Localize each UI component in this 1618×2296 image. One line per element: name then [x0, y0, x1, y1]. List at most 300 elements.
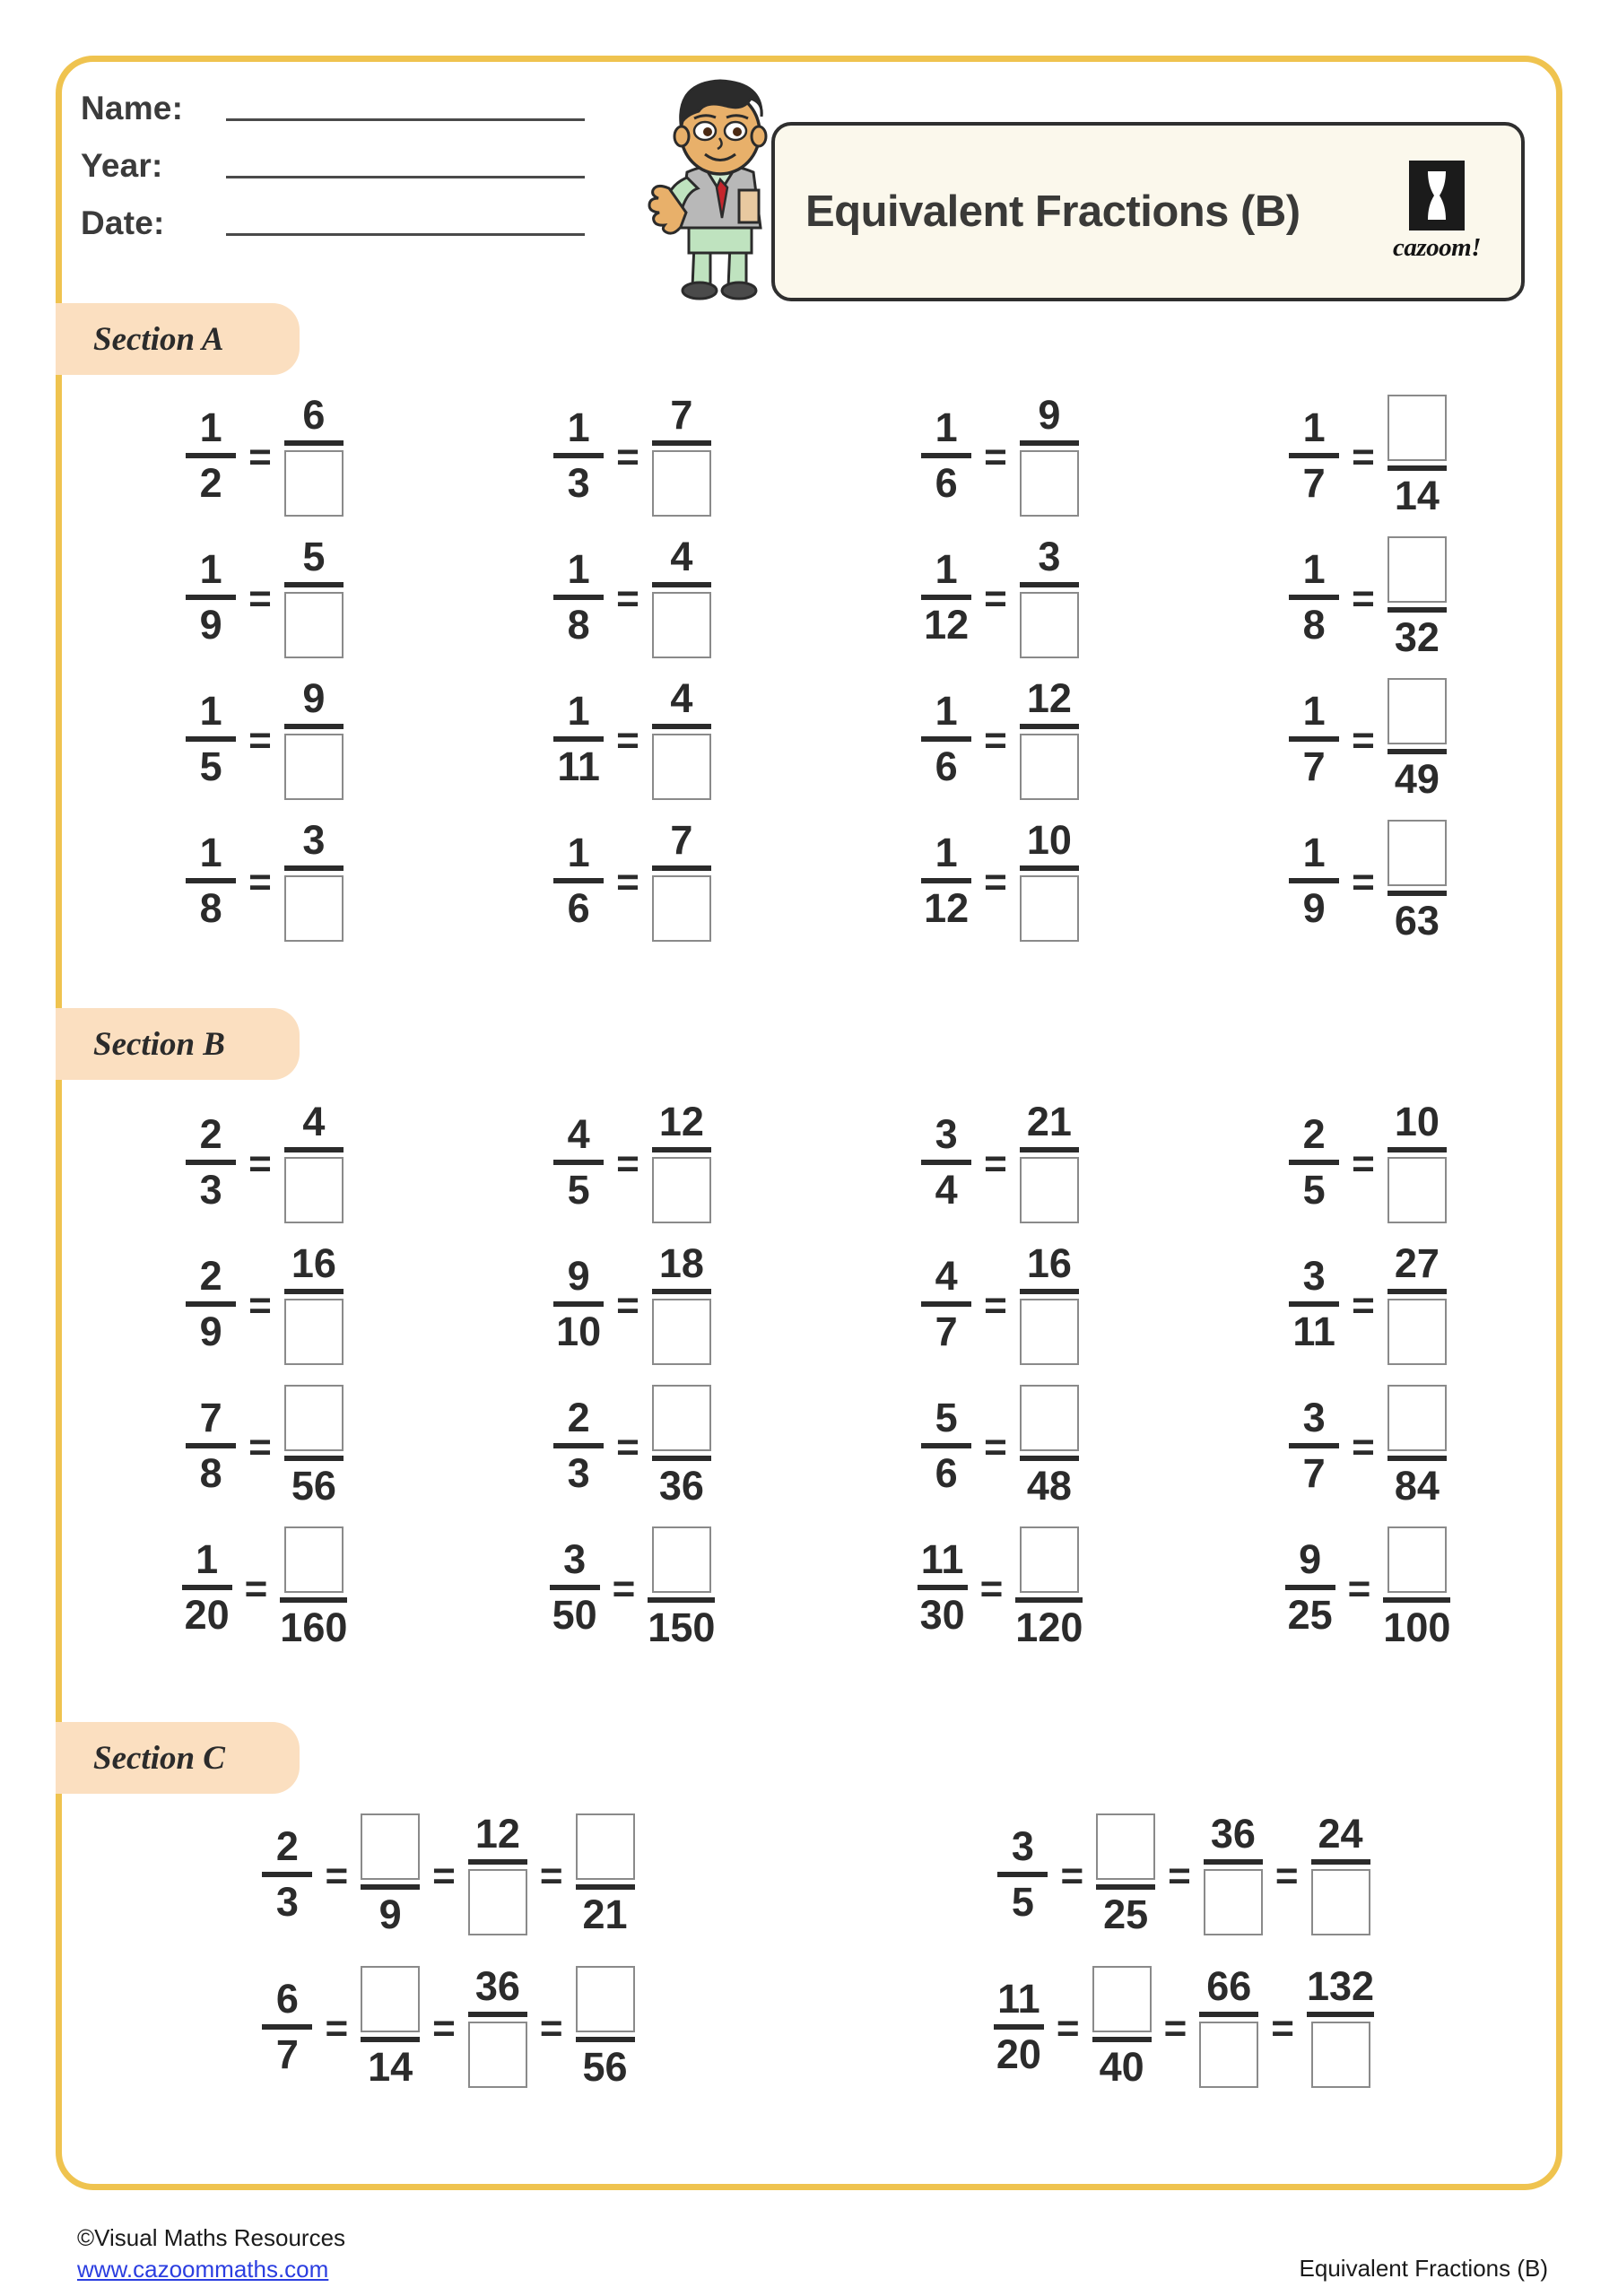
section-a-q6-right-fraction-fraction-bar — [652, 582, 711, 587]
section-a-q12-equals-sign: = — [1352, 718, 1375, 762]
section-a-q9-right-fraction — [284, 674, 344, 800]
cazoom-logo-icon — [1383, 161, 1491, 263]
section-c-q2-fraction-3 — [1204, 1813, 1263, 1935]
section-b-q15-equals-sign: = — [979, 1566, 1004, 1611]
section-b-q2-left-fraction-denominator: 5 — [567, 1166, 590, 1213]
section-a-q11-left-fraction-fraction-bar — [921, 736, 971, 742]
section-c-q2-fraction-3-denominator-answer-box[interactable] — [1204, 1869, 1263, 1935]
section-b-q8-left-fraction-fraction-bar — [1289, 1301, 1339, 1307]
section-a-q5-left-fraction-numerator: 1 — [199, 545, 222, 592]
section-c-q4-equals-sign-3: = — [1271, 2005, 1294, 2050]
section-b-q3-left-fraction-numerator: 3 — [935, 1111, 958, 1158]
section-b-q11 — [816, 1385, 1184, 1507]
section-c-q1 — [81, 1813, 816, 1935]
section-a-q12-left-fraction-numerator: 1 — [1302, 687, 1326, 734]
section-a-q2-right-fraction — [652, 392, 711, 517]
section-c-q2-equals-sign-2: = — [1168, 1853, 1191, 1898]
section-b-q5 — [81, 1239, 448, 1365]
section-c-q4-equals-sign-1: = — [1056, 2005, 1080, 2050]
section-c-q4-fraction-1-fraction-bar — [994, 2024, 1044, 2030]
section-b-q4-left-fraction-numerator: 2 — [1302, 1111, 1326, 1158]
section-a-q16-equation — [1289, 820, 1447, 942]
section-c-q1-fraction-3-numerator: 12 — [474, 1811, 520, 1857]
section-b-q14-equation — [550, 1526, 716, 1648]
section-a-q15-left-fraction-denominator: 12 — [924, 884, 970, 931]
section-a-q7-right-fraction-fraction-bar — [1020, 582, 1079, 587]
section-c-problems — [81, 1813, 1552, 2118]
section-b-q2-equals-sign: = — [616, 1141, 639, 1186]
section-c-q3-fraction-2-numerator-answer-box[interactable] — [361, 1966, 420, 2032]
section-b-q4-left-fraction-fraction-bar — [1289, 1160, 1339, 1165]
section-b-q13-equals-sign: = — [244, 1566, 268, 1611]
section-a-q1-right-fraction-denominator-answer-box[interactable] — [284, 450, 344, 517]
section-b-q5-right-fraction-denominator-answer-box[interactable] — [284, 1299, 344, 1365]
section-a-q3-equation — [921, 392, 1079, 517]
section-c-q3-fraction-1-fraction-bar — [262, 2024, 312, 2030]
section-a-q1-left-fraction-denominator: 2 — [199, 459, 222, 506]
section-b-q7 — [816, 1239, 1184, 1365]
section-b-q14-right-fraction-numerator-answer-box[interactable] — [652, 1526, 711, 1593]
section-b-q5-right-fraction-numerator: 16 — [291, 1239, 336, 1286]
section-c-q3-fraction-3-fraction-bar — [468, 2012, 527, 2017]
section-b-q16-equals-sign: = — [1347, 1566, 1371, 1611]
section-b-q7-right-fraction-fraction-bar — [1020, 1289, 1079, 1294]
section-a-q3-right-fraction-denominator-answer-box[interactable] — [1020, 450, 1079, 517]
section-b-q3-equals-sign: = — [984, 1141, 1007, 1186]
section-a-header — [56, 303, 300, 375]
section-c-q1-fraction-2-fraction-bar — [361, 1884, 420, 1890]
section-b-q4-equation — [1289, 1101, 1447, 1223]
section-a-q3-equals-sign: = — [984, 434, 1007, 479]
section-b-q9-left-fraction-fraction-bar — [186, 1443, 236, 1448]
section-a-q7-left-fraction-numerator: 1 — [935, 545, 958, 592]
section-b-q5-left-fraction-numerator: 2 — [199, 1252, 222, 1299]
section-b-q11-equals-sign: = — [984, 1424, 1007, 1469]
section-a-q16 — [1184, 820, 1552, 942]
section-c-q2-fraction-1-fraction-bar — [997, 1872, 1048, 1877]
section-b-q15-left-fraction — [918, 1535, 968, 1638]
section-a-q11-right-fraction-denominator-answer-box[interactable] — [1020, 734, 1079, 800]
section-a-q8-right-fraction-fraction-bar — [1387, 607, 1447, 613]
section-c-q1-equals-sign-2: = — [432, 1853, 456, 1898]
section-b-q7-left-fraction-numerator: 4 — [935, 1252, 958, 1299]
section-b-label: Section B — [93, 1025, 225, 1063]
section-b-q8-equation — [1289, 1239, 1447, 1365]
section-b-q14-left-fraction-fraction-bar — [550, 1585, 600, 1590]
section-b-q16-left-fraction-denominator: 25 — [1287, 1591, 1333, 1638]
section-c-q4-fraction-1-denominator: 20 — [996, 2031, 1041, 2077]
section-b-q8-left-fraction — [1289, 1252, 1339, 1354]
section-a-q12-right-fraction-denominator: 49 — [1394, 755, 1440, 802]
section-b-q7-right-fraction-denominator-answer-box[interactable] — [1020, 1299, 1079, 1365]
section-b-q9-left-fraction — [186, 1394, 236, 1496]
section-a-q13-equals-sign: = — [248, 859, 272, 904]
cazoom-logo-wordmark: cazoom! — [1393, 233, 1481, 262]
section-c-q3-equals-sign-3: = — [539, 2005, 563, 2050]
section-a-q10-right-fraction-numerator: 4 — [670, 674, 693, 721]
section-a-q6 — [448, 533, 816, 658]
section-a-row — [81, 533, 1552, 660]
section-b-q16-equation — [1285, 1526, 1451, 1648]
section-c-q2-fraction-4-denominator-answer-box[interactable] — [1311, 1869, 1370, 1935]
section-b-q6-right-fraction-numerator: 18 — [658, 1239, 704, 1286]
section-a-q15-left-fraction-numerator: 1 — [935, 829, 958, 875]
section-c-q3-fraction-2-fraction-bar — [361, 2037, 420, 2042]
section-c-q4-fraction-2-numerator-answer-box[interactable] — [1092, 1966, 1152, 2032]
section-c-q4-fraction-3 — [1199, 1962, 1258, 2088]
section-a-q14 — [448, 816, 816, 942]
section-a-q14-right-fraction-numerator: 7 — [670, 816, 693, 863]
section-a-row — [81, 816, 1552, 944]
section-c-q3-fraction-4-denominator: 56 — [582, 2043, 628, 2090]
section-a-q13-equation — [186, 816, 344, 942]
section-b-q9-equals-sign: = — [248, 1424, 272, 1469]
section-c-q4-equation — [994, 1962, 1375, 2090]
section-c-q4-fraction-4 — [1307, 1962, 1375, 2088]
section-b-q15-left-fraction-fraction-bar — [918, 1585, 968, 1590]
section-a-q12-right-fraction-fraction-bar — [1387, 749, 1447, 754]
section-a-q4-right-fraction-numerator-answer-box[interactable] — [1387, 395, 1447, 461]
section-a-q10-equation — [553, 674, 711, 800]
section-a-q2-right-fraction-denominator-answer-box[interactable] — [652, 450, 711, 517]
section-b-q3-right-fraction-denominator-answer-box[interactable] — [1020, 1157, 1079, 1223]
section-a-q16-equals-sign: = — [1352, 859, 1375, 904]
section-b-q4-right-fraction-numerator: 10 — [1394, 1099, 1440, 1144]
section-c-q3-fraction-4-numerator-answer-box[interactable] — [576, 1966, 635, 2032]
section-c-q4-fraction-2-denominator: 40 — [1099, 2043, 1144, 2090]
section-c-q1-fraction-4-fraction-bar — [576, 1884, 635, 1890]
section-c-q1-fraction-4-numerator-answer-box[interactable] — [576, 1813, 635, 1880]
section-b-q8-equals-sign: = — [1352, 1283, 1375, 1327]
section-c-q2-fraction-1 — [997, 1823, 1048, 1925]
footer-worksheet-label: Equivalent Fractions (B) — [1299, 2255, 1548, 2282]
section-b-q2-left-fraction-fraction-bar — [553, 1160, 604, 1165]
section-a-q16-right-fraction-numerator-answer-box[interactable] — [1387, 820, 1447, 886]
section-b-q7-left-fraction-denominator: 7 — [935, 1308, 958, 1354]
section-c-q1-fraction-2-denominator: 9 — [378, 1892, 402, 1937]
section-c-q4-fraction-4-denominator-answer-box[interactable] — [1311, 2022, 1370, 2088]
section-a-q2-left-fraction-denominator: 3 — [567, 459, 590, 506]
section-a-q14-left-fraction-numerator: 1 — [567, 829, 590, 875]
section-a-q4-right-fraction-denominator: 14 — [1394, 473, 1440, 518]
section-b-q12-left-fraction-fraction-bar — [1289, 1443, 1339, 1448]
section-c-q2-fraction-2-denominator: 25 — [1103, 1892, 1149, 1937]
section-a-q10-right-fraction-denominator-answer-box[interactable] — [652, 734, 711, 800]
section-a-q13-left-fraction-fraction-bar — [186, 878, 236, 883]
section-a-q15-right-fraction-denominator-answer-box[interactable] — [1020, 875, 1079, 942]
section-a-q4 — [1184, 395, 1552, 517]
section-b-q15-right-fraction — [1015, 1526, 1083, 1648]
section-b-q15-left-fraction-denominator: 30 — [919, 1591, 965, 1638]
section-b-q11-right-fraction-fraction-bar — [1020, 1456, 1079, 1461]
section-a-q4-right-fraction-fraction-bar — [1387, 465, 1447, 471]
section-a-q5-right-fraction-denominator-answer-box[interactable] — [284, 592, 344, 658]
section-b-q1-right-fraction-denominator-answer-box[interactable] — [284, 1157, 344, 1223]
section-a-q7 — [816, 533, 1184, 658]
section-b-row — [81, 1385, 1552, 1507]
section-b-q12-right-fraction-numerator-answer-box[interactable] — [1387, 1385, 1447, 1451]
section-a-q11 — [816, 674, 1184, 800]
section-c-q3-fraction-2 — [361, 1966, 420, 2088]
section-b-q4-right-fraction-denominator-answer-box[interactable] — [1387, 1157, 1447, 1223]
section-c-q1-fraction-1-numerator: 2 — [275, 1823, 299, 1870]
section-b-q15-right-fraction-numerator-answer-box[interactable] — [1020, 1526, 1079, 1593]
section-a-q16-left-fraction-numerator: 1 — [1302, 829, 1326, 875]
section-b-q12-right-fraction-fraction-bar — [1387, 1456, 1447, 1461]
section-a-q7-right-fraction — [1020, 533, 1079, 658]
section-b-q2 — [448, 1101, 816, 1223]
section-b-q6-right-fraction-fraction-bar — [652, 1289, 711, 1294]
section-b-q2-right-fraction-denominator-answer-box[interactable] — [652, 1157, 711, 1223]
section-b-q3-right-fraction — [1020, 1101, 1079, 1223]
section-b-q3-equation — [921, 1101, 1079, 1223]
section-c-q1-fraction-3 — [468, 1813, 527, 1935]
section-b-q16-right-fraction-fraction-bar — [1383, 1597, 1450, 1603]
section-a-q9-left-fraction — [186, 687, 236, 789]
section-a-q3-left-fraction-fraction-bar — [921, 453, 971, 458]
section-b-q5-left-fraction-denominator: 9 — [199, 1308, 222, 1354]
section-a-q13 — [81, 816, 448, 942]
section-a-q2-equation — [553, 392, 711, 517]
section-a-q9 — [81, 674, 448, 800]
section-a-q5-left-fraction-fraction-bar — [186, 595, 236, 600]
section-c-q2-equation — [997, 1813, 1370, 1935]
section-c-q2-fraction-2-numerator-answer-box[interactable] — [1096, 1813, 1155, 1880]
section-b-q6-right-fraction-denominator-answer-box[interactable] — [652, 1299, 711, 1365]
section-b-q13-right-fraction-denominator: 160 — [280, 1604, 348, 1650]
section-a-q6-right-fraction-denominator-answer-box[interactable] — [652, 592, 711, 658]
section-a-q15-left-fraction — [921, 829, 971, 931]
section-a-q5-left-fraction-denominator: 9 — [199, 601, 222, 648]
section-b-q14 — [448, 1526, 816, 1648]
section-b-q10-left-fraction-denominator: 3 — [567, 1449, 590, 1496]
section-b-q10-right-fraction — [652, 1385, 711, 1507]
section-b-q11-left-fraction — [921, 1394, 971, 1496]
section-c-q2-fraction-4-fraction-bar — [1311, 1859, 1370, 1865]
section-c-q1-fraction-2 — [361, 1813, 420, 1935]
section-a-q12-right-fraction — [1387, 678, 1447, 800]
section-c-q3-equals-sign-1: = — [325, 2005, 349, 2050]
section-a-q13-right-fraction-fraction-bar — [284, 865, 344, 871]
section-b-q16-right-fraction-denominator: 100 — [1383, 1604, 1451, 1650]
section-b-q16-left-fraction — [1285, 1535, 1335, 1638]
section-c-q3-fraction-1 — [262, 1975, 312, 2077]
section-a-q3 — [816, 392, 1184, 517]
date-field-label: Date: — [81, 204, 165, 241]
section-b-q4-right-fraction-fraction-bar — [1387, 1147, 1447, 1152]
section-b-q13-right-fraction-numerator-answer-box[interactable] — [284, 1526, 344, 1593]
section-b-q2-equation — [553, 1101, 711, 1223]
section-b-q5-left-fraction-fraction-bar — [186, 1301, 236, 1307]
section-c-label: Section C — [93, 1739, 225, 1777]
section-a-q1-left-fraction-numerator: 1 — [199, 404, 222, 451]
section-b-q1 — [81, 1101, 448, 1223]
section-b-q10-left-fraction-fraction-bar — [553, 1443, 604, 1448]
section-c-q1-fraction-1-fraction-bar — [262, 1872, 312, 1877]
section-a-q9-equation — [186, 674, 344, 800]
section-a-q11-right-fraction — [1020, 674, 1079, 800]
section-c-q2-fraction-4 — [1311, 1813, 1370, 1935]
section-b-q10-right-fraction-denominator: 36 — [658, 1462, 704, 1509]
section-a-q5-right-fraction-fraction-bar — [284, 582, 344, 587]
section-b-q5-right-fraction — [284, 1239, 344, 1365]
section-b-q10-left-fraction — [553, 1394, 604, 1496]
section-c-q1-fraction-2-numerator-answer-box[interactable] — [361, 1813, 420, 1880]
section-c-q3-equals-sign-2: = — [432, 2005, 456, 2050]
section-a-q15-right-fraction-fraction-bar — [1020, 865, 1079, 871]
section-a-q16-right-fraction — [1387, 820, 1447, 942]
section-a-q7-right-fraction-denominator-answer-box[interactable] — [1020, 592, 1079, 658]
section-b-q8-right-fraction-denominator-answer-box[interactable] — [1387, 1299, 1447, 1365]
section-c-q3-fraction-3-denominator-answer-box[interactable] — [468, 2022, 527, 2088]
section-a-q12-left-fraction — [1289, 687, 1339, 789]
section-a-q8-right-fraction-numerator-answer-box[interactable] — [1387, 536, 1447, 603]
section-a-label: Section A — [93, 320, 224, 358]
section-c-q2-fraction-3-fraction-bar — [1204, 1859, 1263, 1865]
section-b-q6-left-fraction — [553, 1252, 604, 1354]
section-b-row — [81, 1101, 1552, 1223]
section-c-q1-fraction-3-denominator-answer-box[interactable] — [468, 1869, 527, 1935]
section-a-q5-equals-sign: = — [248, 576, 272, 621]
section-c-q2-fraction-1-numerator: 3 — [1011, 1823, 1034, 1870]
section-b-q4-equals-sign: = — [1352, 1141, 1375, 1186]
section-a-q12-left-fraction-fraction-bar — [1289, 736, 1339, 742]
section-a-q16-left-fraction-fraction-bar — [1289, 878, 1339, 883]
section-b-q7-equals-sign: = — [984, 1283, 1007, 1327]
section-b-q8-right-fraction-numerator: 27 — [1394, 1239, 1440, 1286]
section-c-q1-fraction-4 — [576, 1813, 635, 1935]
section-a-q9-left-fraction-denominator: 5 — [199, 743, 222, 789]
section-c-q2-equals-sign-1: = — [1060, 1853, 1084, 1898]
section-b-q2-right-fraction — [652, 1101, 711, 1223]
section-a-q4-equation — [1289, 395, 1447, 517]
section-b-q12-right-fraction — [1387, 1385, 1447, 1507]
section-b-q6 — [448, 1239, 816, 1365]
section-a-q12-equation — [1289, 678, 1447, 800]
section-a-q2-right-fraction-numerator: 7 — [670, 392, 693, 438]
section-b-q10-equation — [553, 1385, 711, 1507]
section-b-q12-left-fraction-denominator: 7 — [1302, 1449, 1326, 1496]
section-a-q15-right-fraction — [1020, 816, 1079, 942]
section-b-q7-right-fraction-numerator: 16 — [1026, 1239, 1072, 1286]
section-c-q3 — [81, 1962, 816, 2090]
section-b-q16-right-fraction — [1383, 1526, 1450, 1648]
section-a-q14-left-fraction-denominator: 6 — [567, 884, 590, 931]
section-c-q1-fraction-3-fraction-bar — [468, 1859, 527, 1865]
name-field-input-line[interactable] — [226, 118, 585, 121]
section-b-q16-left-fraction-fraction-bar — [1285, 1585, 1335, 1590]
section-b-q11-right-fraction — [1020, 1385, 1079, 1507]
year-field-input-line[interactable] — [226, 176, 585, 178]
section-b-q10-right-fraction-numerator-answer-box[interactable] — [652, 1385, 711, 1451]
section-b-q2-left-fraction — [553, 1111, 604, 1213]
year-field-label: Year: — [81, 147, 163, 184]
section-c-q3-fraction-4-fraction-bar — [576, 2037, 635, 2042]
section-b-q2-right-fraction-fraction-bar — [652, 1147, 711, 1152]
section-a-q10-left-fraction-numerator: 1 — [567, 687, 590, 734]
section-a-q2-left-fraction — [553, 404, 604, 506]
section-a-q16-left-fraction — [1289, 829, 1339, 931]
section-c-q1-equals-sign-3: = — [539, 1853, 563, 1898]
section-a-q1 — [81, 392, 448, 517]
section-a-q6-right-fraction-numerator: 4 — [670, 533, 693, 579]
section-a-q12-right-fraction-numerator-answer-box[interactable] — [1387, 678, 1447, 744]
section-a-q7-left-fraction-fraction-bar — [921, 595, 971, 600]
section-a-q1-equation — [186, 392, 344, 517]
section-a-q11-equals-sign: = — [984, 718, 1007, 762]
section-a-q8-left-fraction-fraction-bar — [1289, 595, 1339, 600]
section-a-q14-left-fraction — [553, 829, 604, 931]
footer-copyright: ©Visual Maths Resources — [77, 2224, 346, 2251]
section-b-q14-left-fraction — [550, 1535, 600, 1638]
section-a-q14-equals-sign: = — [616, 859, 639, 904]
section-c-row — [81, 1962, 1552, 2090]
section-a-q3-right-fraction-fraction-bar — [1020, 440, 1079, 446]
section-b-q6-right-fraction — [652, 1239, 711, 1365]
section-c-row — [81, 1813, 1552, 1935]
footer-website-link[interactable]: www.cazoommaths.com — [77, 2256, 329, 2283]
section-a-q3-right-fraction — [1020, 392, 1079, 517]
section-b-q13-left-fraction-numerator: 1 — [196, 1535, 219, 1582]
section-b-q11-right-fraction-numerator-answer-box[interactable] — [1020, 1385, 1079, 1451]
section-b-q9-right-fraction — [284, 1385, 344, 1507]
section-b-q2-right-fraction-numerator: 12 — [658, 1099, 704, 1144]
section-a-q7-equation — [921, 533, 1079, 658]
section-a-q6-left-fraction-denominator: 8 — [567, 601, 590, 648]
section-b-q9-right-fraction-numerator-answer-box[interactable] — [284, 1385, 344, 1451]
section-a-q7-right-fraction-numerator: 3 — [1038, 533, 1061, 579]
section-c-q4-fraction-3-fraction-bar — [1199, 2012, 1258, 2017]
section-b-q13-left-fraction-fraction-bar — [182, 1585, 232, 1590]
worksheet-title-box — [771, 122, 1525, 301]
section-b-q16-right-fraction-numerator-answer-box[interactable] — [1387, 1526, 1447, 1593]
section-c-q3-fraction-4 — [576, 1966, 635, 2088]
section-b-q3-left-fraction-denominator: 4 — [935, 1166, 958, 1213]
section-b-q9-right-fraction-fraction-bar — [284, 1456, 344, 1461]
section-c-q1-fraction-4-denominator: 21 — [582, 1892, 628, 1937]
section-b-q7-left-fraction — [921, 1252, 971, 1354]
section-b-q1-left-fraction-denominator: 3 — [199, 1166, 222, 1213]
section-c-q1-fraction-1-denominator: 3 — [275, 1878, 299, 1925]
section-a-q4-left-fraction-denominator: 7 — [1302, 459, 1326, 506]
section-b-q10-left-fraction-numerator: 2 — [567, 1394, 590, 1440]
section-a-row — [81, 674, 1552, 802]
section-a-q8-equation — [1289, 536, 1447, 658]
section-a-q4-left-fraction — [1289, 404, 1339, 506]
section-c-q3-fraction-1-denominator: 7 — [275, 2031, 299, 2077]
section-a-q10 — [448, 674, 816, 800]
section-a-q11-left-fraction — [921, 687, 971, 789]
section-a-q9-right-fraction-denominator-answer-box[interactable] — [284, 734, 344, 800]
section-a-q9-right-fraction-numerator: 9 — [302, 674, 326, 721]
hourglass-glyph-icon — [1419, 168, 1455, 223]
section-c-header — [56, 1722, 300, 1794]
section-c-q4-fraction-3-denominator-answer-box[interactable] — [1199, 2022, 1258, 2088]
section-b-q8-left-fraction-denominator: 11 — [1292, 1308, 1335, 1354]
section-b-row — [81, 1239, 1552, 1365]
section-c-q4-equals-sign-2: = — [1163, 2005, 1187, 2050]
section-a-q11-right-fraction-fraction-bar — [1020, 724, 1079, 729]
date-field-input-line[interactable] — [226, 233, 585, 236]
section-a-q6-equals-sign: = — [616, 576, 639, 621]
section-b-q13-left-fraction-denominator: 20 — [184, 1591, 230, 1638]
section-a-q14-right-fraction-denominator-answer-box[interactable] — [652, 875, 711, 942]
section-a-q13-right-fraction-denominator-answer-box[interactable] — [284, 875, 344, 942]
section-c-q3-fraction-3-numerator: 36 — [474, 1962, 520, 2009]
section-a-q6-equation — [553, 533, 711, 658]
section-b-q15-right-fraction-fraction-bar — [1015, 1597, 1083, 1603]
section-b-q9-equation — [186, 1385, 344, 1507]
